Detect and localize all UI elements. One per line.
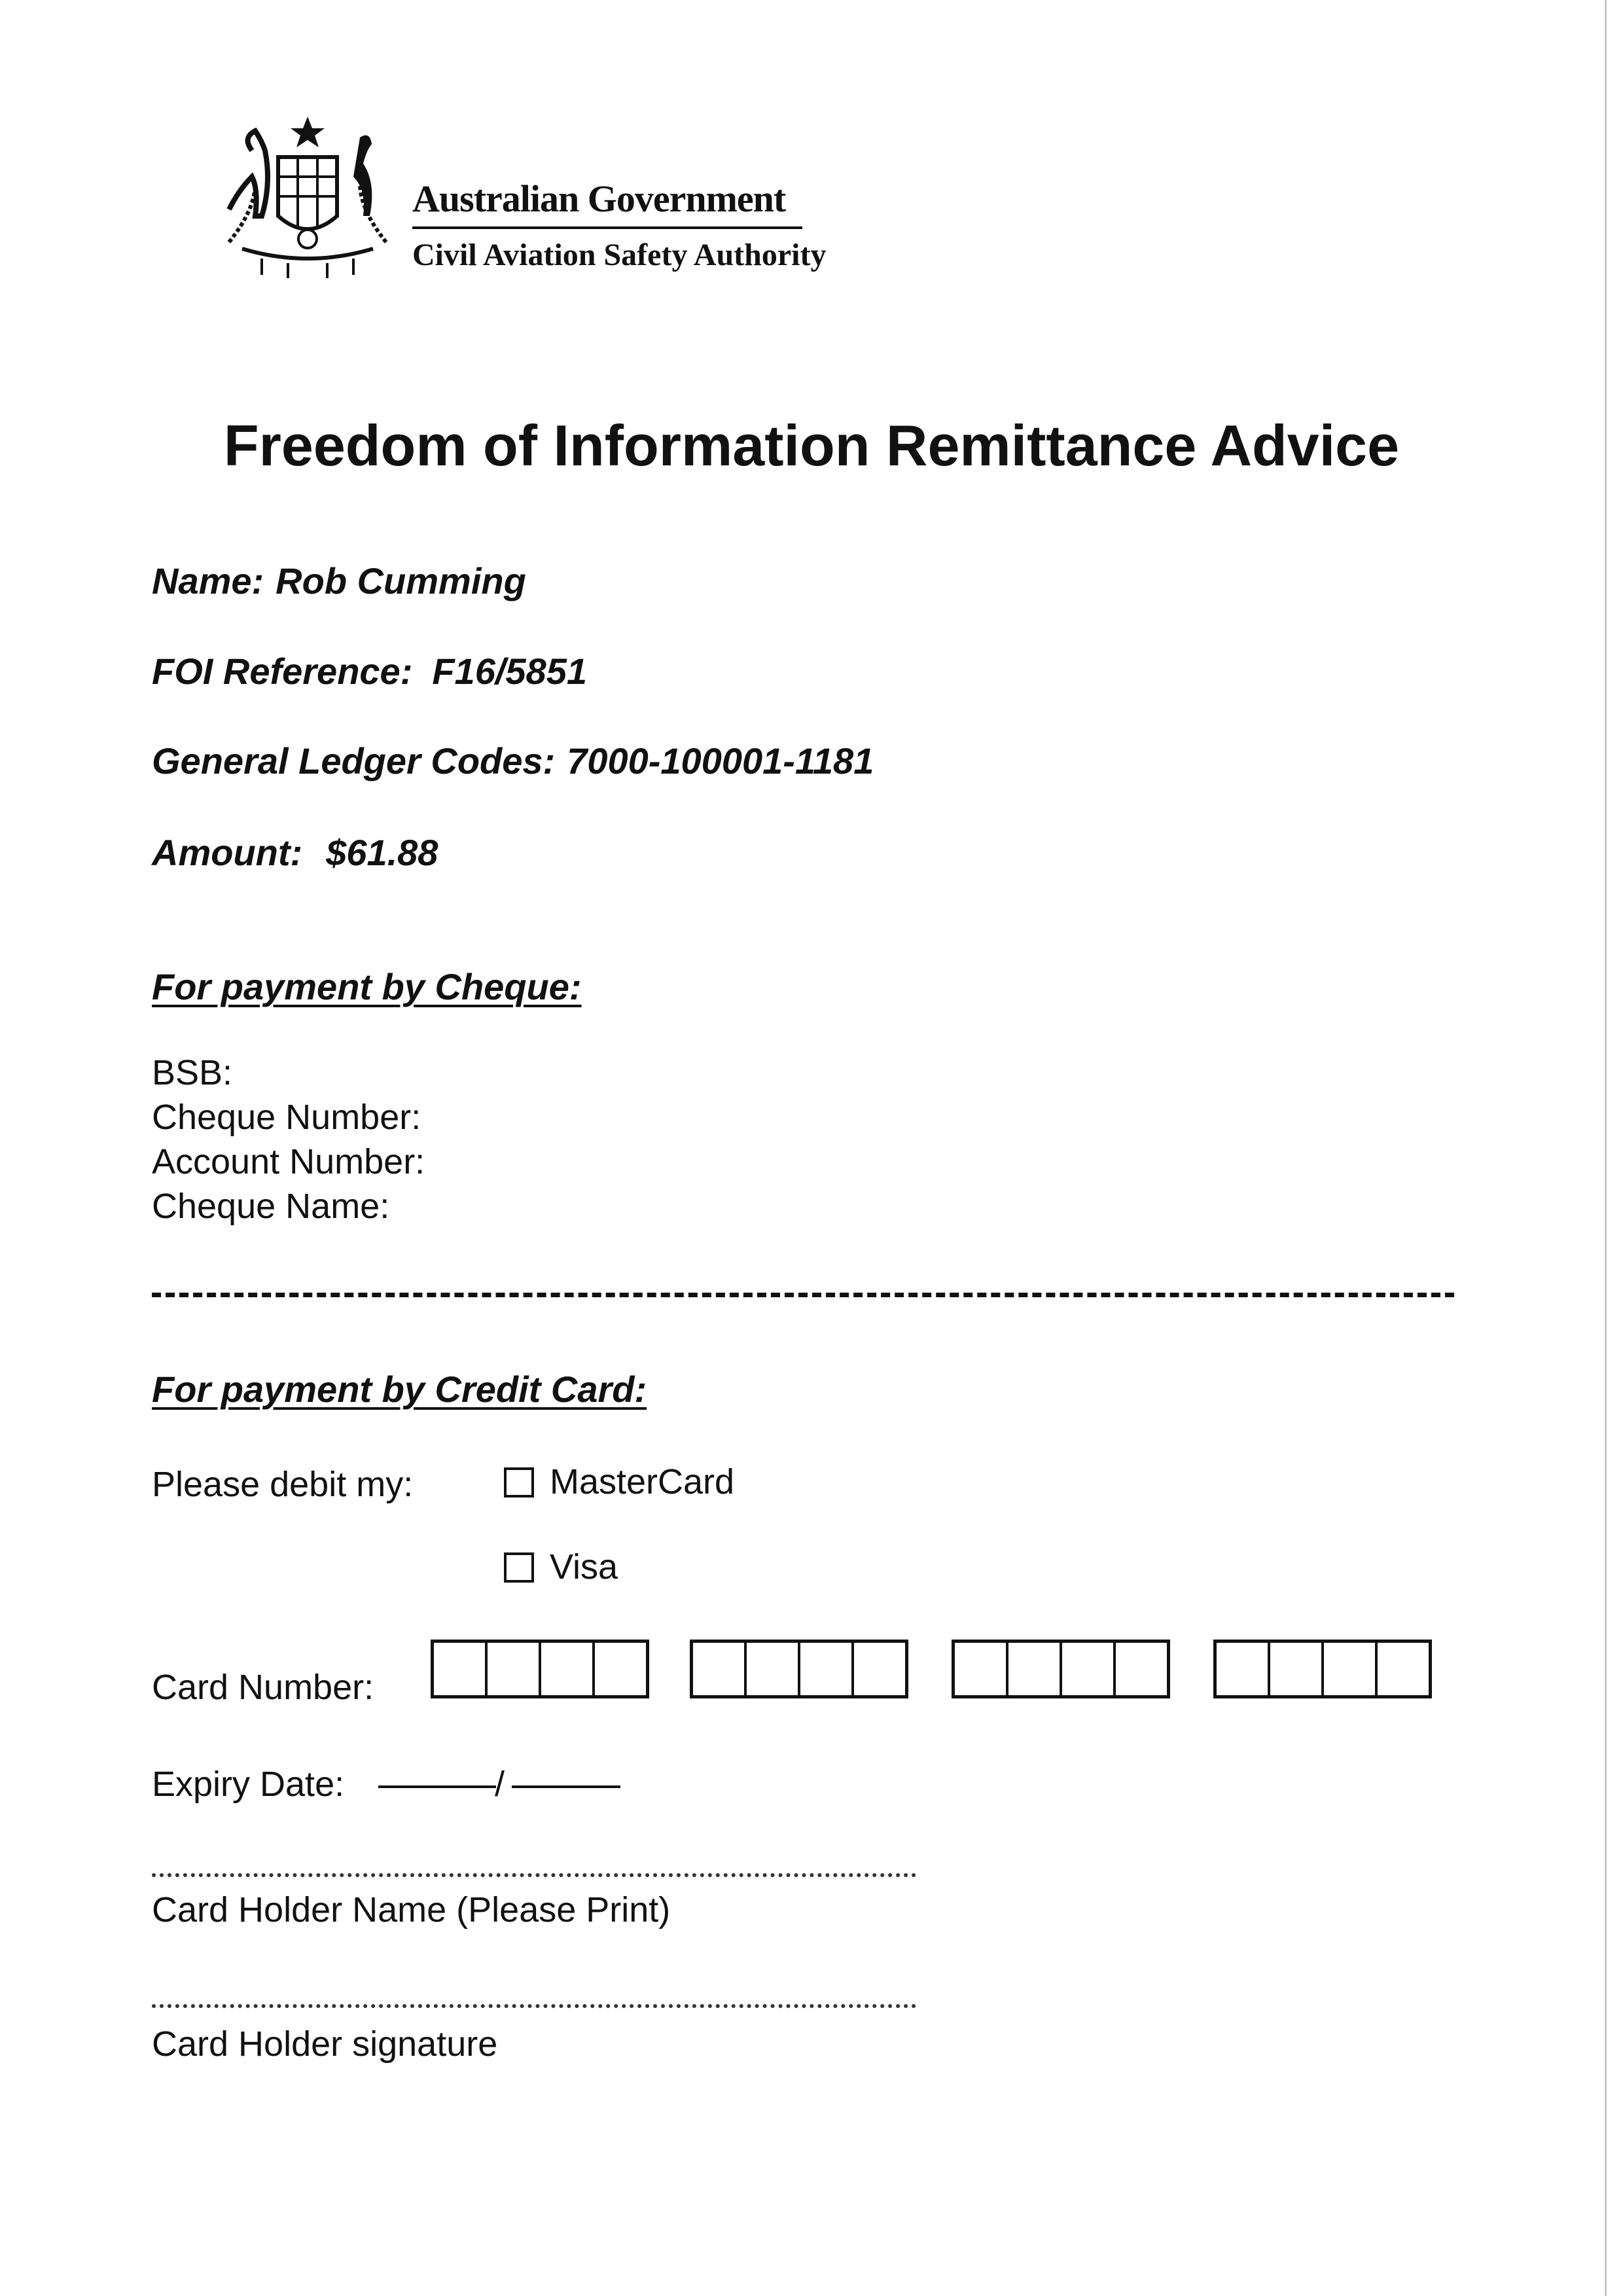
expiry-separator: / <box>495 1765 505 1804</box>
name-label: Name: <box>152 560 264 601</box>
cheque-field-cheque-name: Cheque Name: <box>152 1187 390 1226</box>
card-number-label: Card Number: <box>152 1668 374 1707</box>
amount-value: $61.88 <box>326 832 438 873</box>
foi-reference-row <box>152 650 587 692</box>
mastercard-label: MasterCard <box>550 1462 735 1501</box>
ledger-codes-row <box>152 740 874 782</box>
commonwealth-coat-of-arms-icon <box>216 111 399 281</box>
visa-label: Visa <box>550 1547 618 1587</box>
card-number-group-1[interactable] <box>431 1640 649 1698</box>
cheque-field-account-number: Account Number: <box>152 1142 425 1181</box>
name-value: Rob Cumming <box>276 560 526 601</box>
government-name: Australian Government <box>412 177 786 220</box>
agency-name: Civil Aviation Safety Authority <box>412 238 827 272</box>
header-rule <box>412 226 802 229</box>
card-digit-box[interactable] <box>955 1643 1008 1695</box>
cheque-fields <box>152 1050 425 1229</box>
cheque-section-heading: For payment by Cheque: <box>152 966 582 1007</box>
debit-label: Please debit my: <box>152 1465 414 1504</box>
card-digit-box[interactable] <box>1378 1643 1429 1695</box>
card-digit-box[interactable] <box>434 1643 488 1695</box>
card-digit-box[interactable] <box>1116 1643 1167 1695</box>
card-digit-box[interactable] <box>854 1643 905 1695</box>
amount-row <box>152 831 438 874</box>
card-digit-box[interactable] <box>747 1643 800 1695</box>
credit-card-section-heading: For payment by Credit Card: <box>152 1369 647 1410</box>
ledger-codes-value: 7000-100001-1181 <box>567 740 874 781</box>
card-digit-box[interactable] <box>595 1643 646 1695</box>
card-digit-box[interactable] <box>1008 1643 1062 1695</box>
card-holder-signature-label: Card Holder signature <box>152 2024 498 2064</box>
cut-line-divider <box>152 1293 1454 1297</box>
mastercard-checkbox[interactable] <box>504 1467 534 1498</box>
expiry-date-label: Expiry Date: <box>152 1765 345 1804</box>
name-row <box>152 560 526 602</box>
card-digit-box[interactable] <box>541 1643 595 1695</box>
card-digit-box[interactable] <box>693 1643 747 1695</box>
page-edge <box>1605 0 1607 2296</box>
expiry-year-line[interactable] <box>512 1785 620 1788</box>
card-digit-box[interactable] <box>1217 1643 1270 1695</box>
card-digit-box[interactable] <box>488 1643 541 1695</box>
card-holder-name-line[interactable] <box>152 1873 916 1877</box>
card-number-group-2[interactable] <box>690 1640 908 1698</box>
card-digit-box[interactable] <box>1324 1643 1378 1695</box>
page-title: Freedom of Information Remittance Advice <box>223 413 1400 478</box>
cheque-field-cheque-number: Cheque Number: <box>152 1098 421 1137</box>
expiry-month-line[interactable] <box>378 1785 496 1788</box>
card-digit-box[interactable] <box>800 1643 854 1695</box>
card-number-group-3[interactable] <box>952 1640 1170 1698</box>
card-digit-box[interactable] <box>1062 1643 1116 1695</box>
card-number-group-4[interactable] <box>1213 1640 1432 1698</box>
card-holder-name-label: Card Holder Name (Please Print) <box>152 1890 671 1929</box>
visa-checkbox[interactable] <box>504 1552 534 1583</box>
amount-label: Amount: <box>152 832 303 873</box>
card-holder-signature-line[interactable] <box>152 2004 916 2008</box>
foi-reference-label: FOI Reference: <box>152 651 413 692</box>
foi-reference-value: F16/5851 <box>432 651 587 692</box>
card-digit-box[interactable] <box>1270 1643 1324 1695</box>
ledger-codes-label: General Ledger Codes: <box>152 740 556 781</box>
cheque-field-bsb: BSB: <box>152 1053 233 1092</box>
